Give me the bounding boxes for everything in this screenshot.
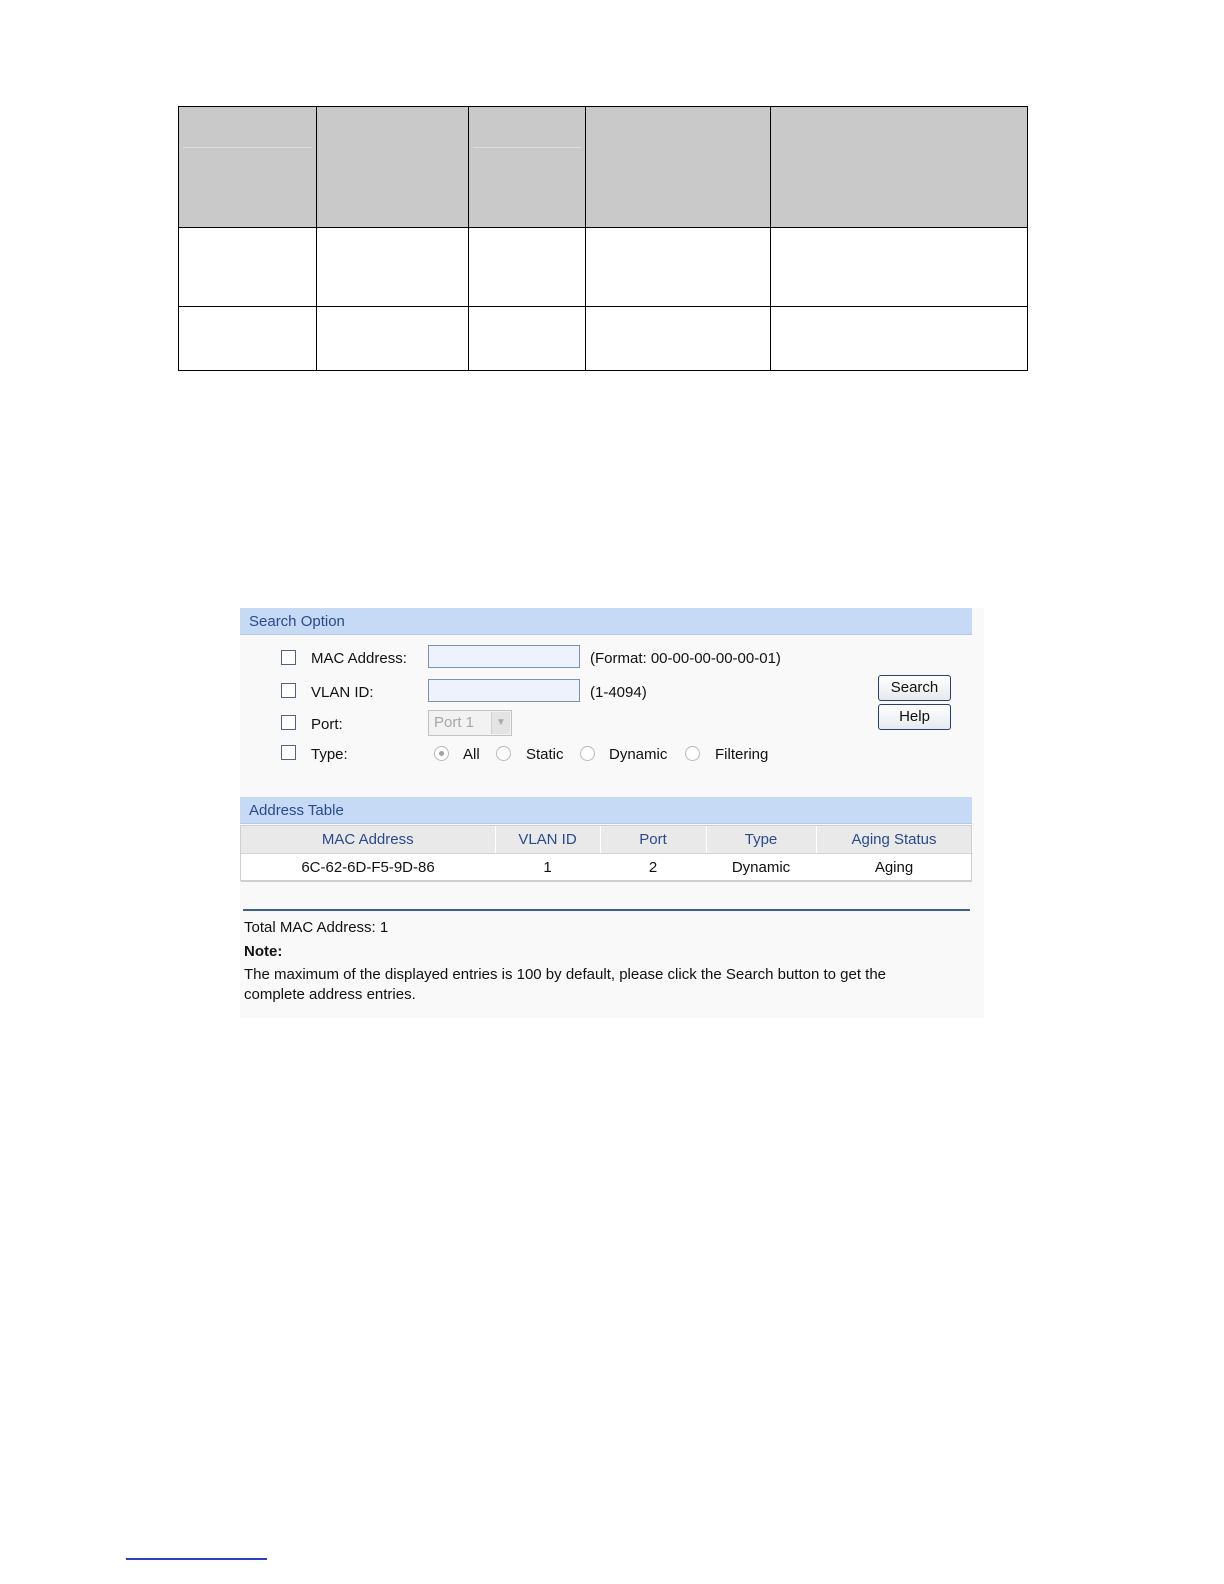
vlan-id-range-hint: (1-4094) bbox=[590, 684, 647, 701]
port-label: Port: bbox=[311, 716, 343, 733]
vlan-id-checkbox[interactable] bbox=[281, 683, 296, 698]
mac-address-input[interactable] bbox=[428, 645, 580, 668]
search-option-header: Search Option bbox=[240, 608, 972, 635]
mac-address-format-hint: (Format: 00-00-00-00-00-01) bbox=[590, 650, 781, 667]
type-checkbox[interactable] bbox=[281, 745, 296, 760]
address-table-header-row bbox=[241, 825, 972, 854]
mac-address-checkbox[interactable] bbox=[281, 650, 296, 665]
cell-aging-status: Aging bbox=[816, 854, 972, 882]
document-table-header-cell bbox=[179, 107, 317, 228]
document-table-header-cell bbox=[317, 107, 469, 228]
type-option-static-label: Static bbox=[526, 746, 564, 763]
vlan-id-input[interactable] bbox=[428, 679, 580, 702]
cell-mac-address: 6C-62-6D-F5-9D-86 bbox=[241, 854, 495, 882]
chevron-down-icon: ▼ bbox=[491, 712, 510, 734]
mac-address-panel bbox=[240, 608, 984, 1018]
type-option-dynamic-label: Dynamic bbox=[609, 746, 668, 763]
total-mac-address: Total MAC Address: 1 bbox=[244, 919, 389, 936]
cell-type: Dynamic bbox=[706, 854, 816, 882]
document-table-row bbox=[179, 228, 1028, 307]
port-select[interactable] bbox=[428, 710, 512, 736]
port-select-value: Port 1 bbox=[434, 714, 475, 731]
note-text: The maximum of the displayed entries is 100 by default, please click the Search button to get the complete address entries. bbox=[244, 966, 887, 1003]
address-table-header: Address Table bbox=[240, 797, 972, 824]
search-button[interactable]: Search bbox=[878, 675, 951, 701]
column-header-aging-status: Aging Status bbox=[816, 825, 972, 854]
help-button[interactable]: Help bbox=[878, 704, 951, 730]
vlan-id-label: VLAN ID: bbox=[311, 684, 374, 701]
address-table bbox=[241, 825, 973, 882]
cell-vlan-id: 1 bbox=[495, 854, 600, 882]
column-header-port: Port bbox=[600, 825, 706, 854]
table-row bbox=[241, 854, 972, 882]
type-option-filtering-label: Filtering bbox=[715, 746, 769, 763]
note-title: Note: bbox=[244, 943, 283, 960]
column-header-vlan-id: VLAN ID bbox=[495, 825, 600, 854]
mac-address-label: MAC Address: bbox=[311, 650, 407, 667]
type-radio-static[interactable] bbox=[496, 746, 511, 761]
document-table-header-cell bbox=[586, 107, 771, 228]
type-label: Type: bbox=[311, 746, 348, 763]
type-radio-all[interactable] bbox=[434, 746, 449, 761]
footnote-divider bbox=[126, 1558, 267, 1560]
type-option-all-label: All bbox=[463, 746, 480, 763]
document-table-header-row bbox=[179, 107, 1028, 228]
column-header-mac-address: MAC Address bbox=[241, 825, 495, 854]
type-radio-dynamic[interactable] bbox=[580, 746, 595, 761]
port-checkbox[interactable] bbox=[281, 715, 296, 730]
cell-port: 2 bbox=[600, 854, 706, 882]
divider bbox=[243, 909, 970, 911]
document-table-header-cell bbox=[469, 107, 586, 228]
document-table-header-cell bbox=[771, 107, 1028, 228]
column-header-type: Type bbox=[706, 825, 816, 854]
type-radio-filtering[interactable] bbox=[685, 746, 700, 761]
document-table bbox=[178, 106, 1028, 371]
document-table-row bbox=[179, 307, 1028, 371]
